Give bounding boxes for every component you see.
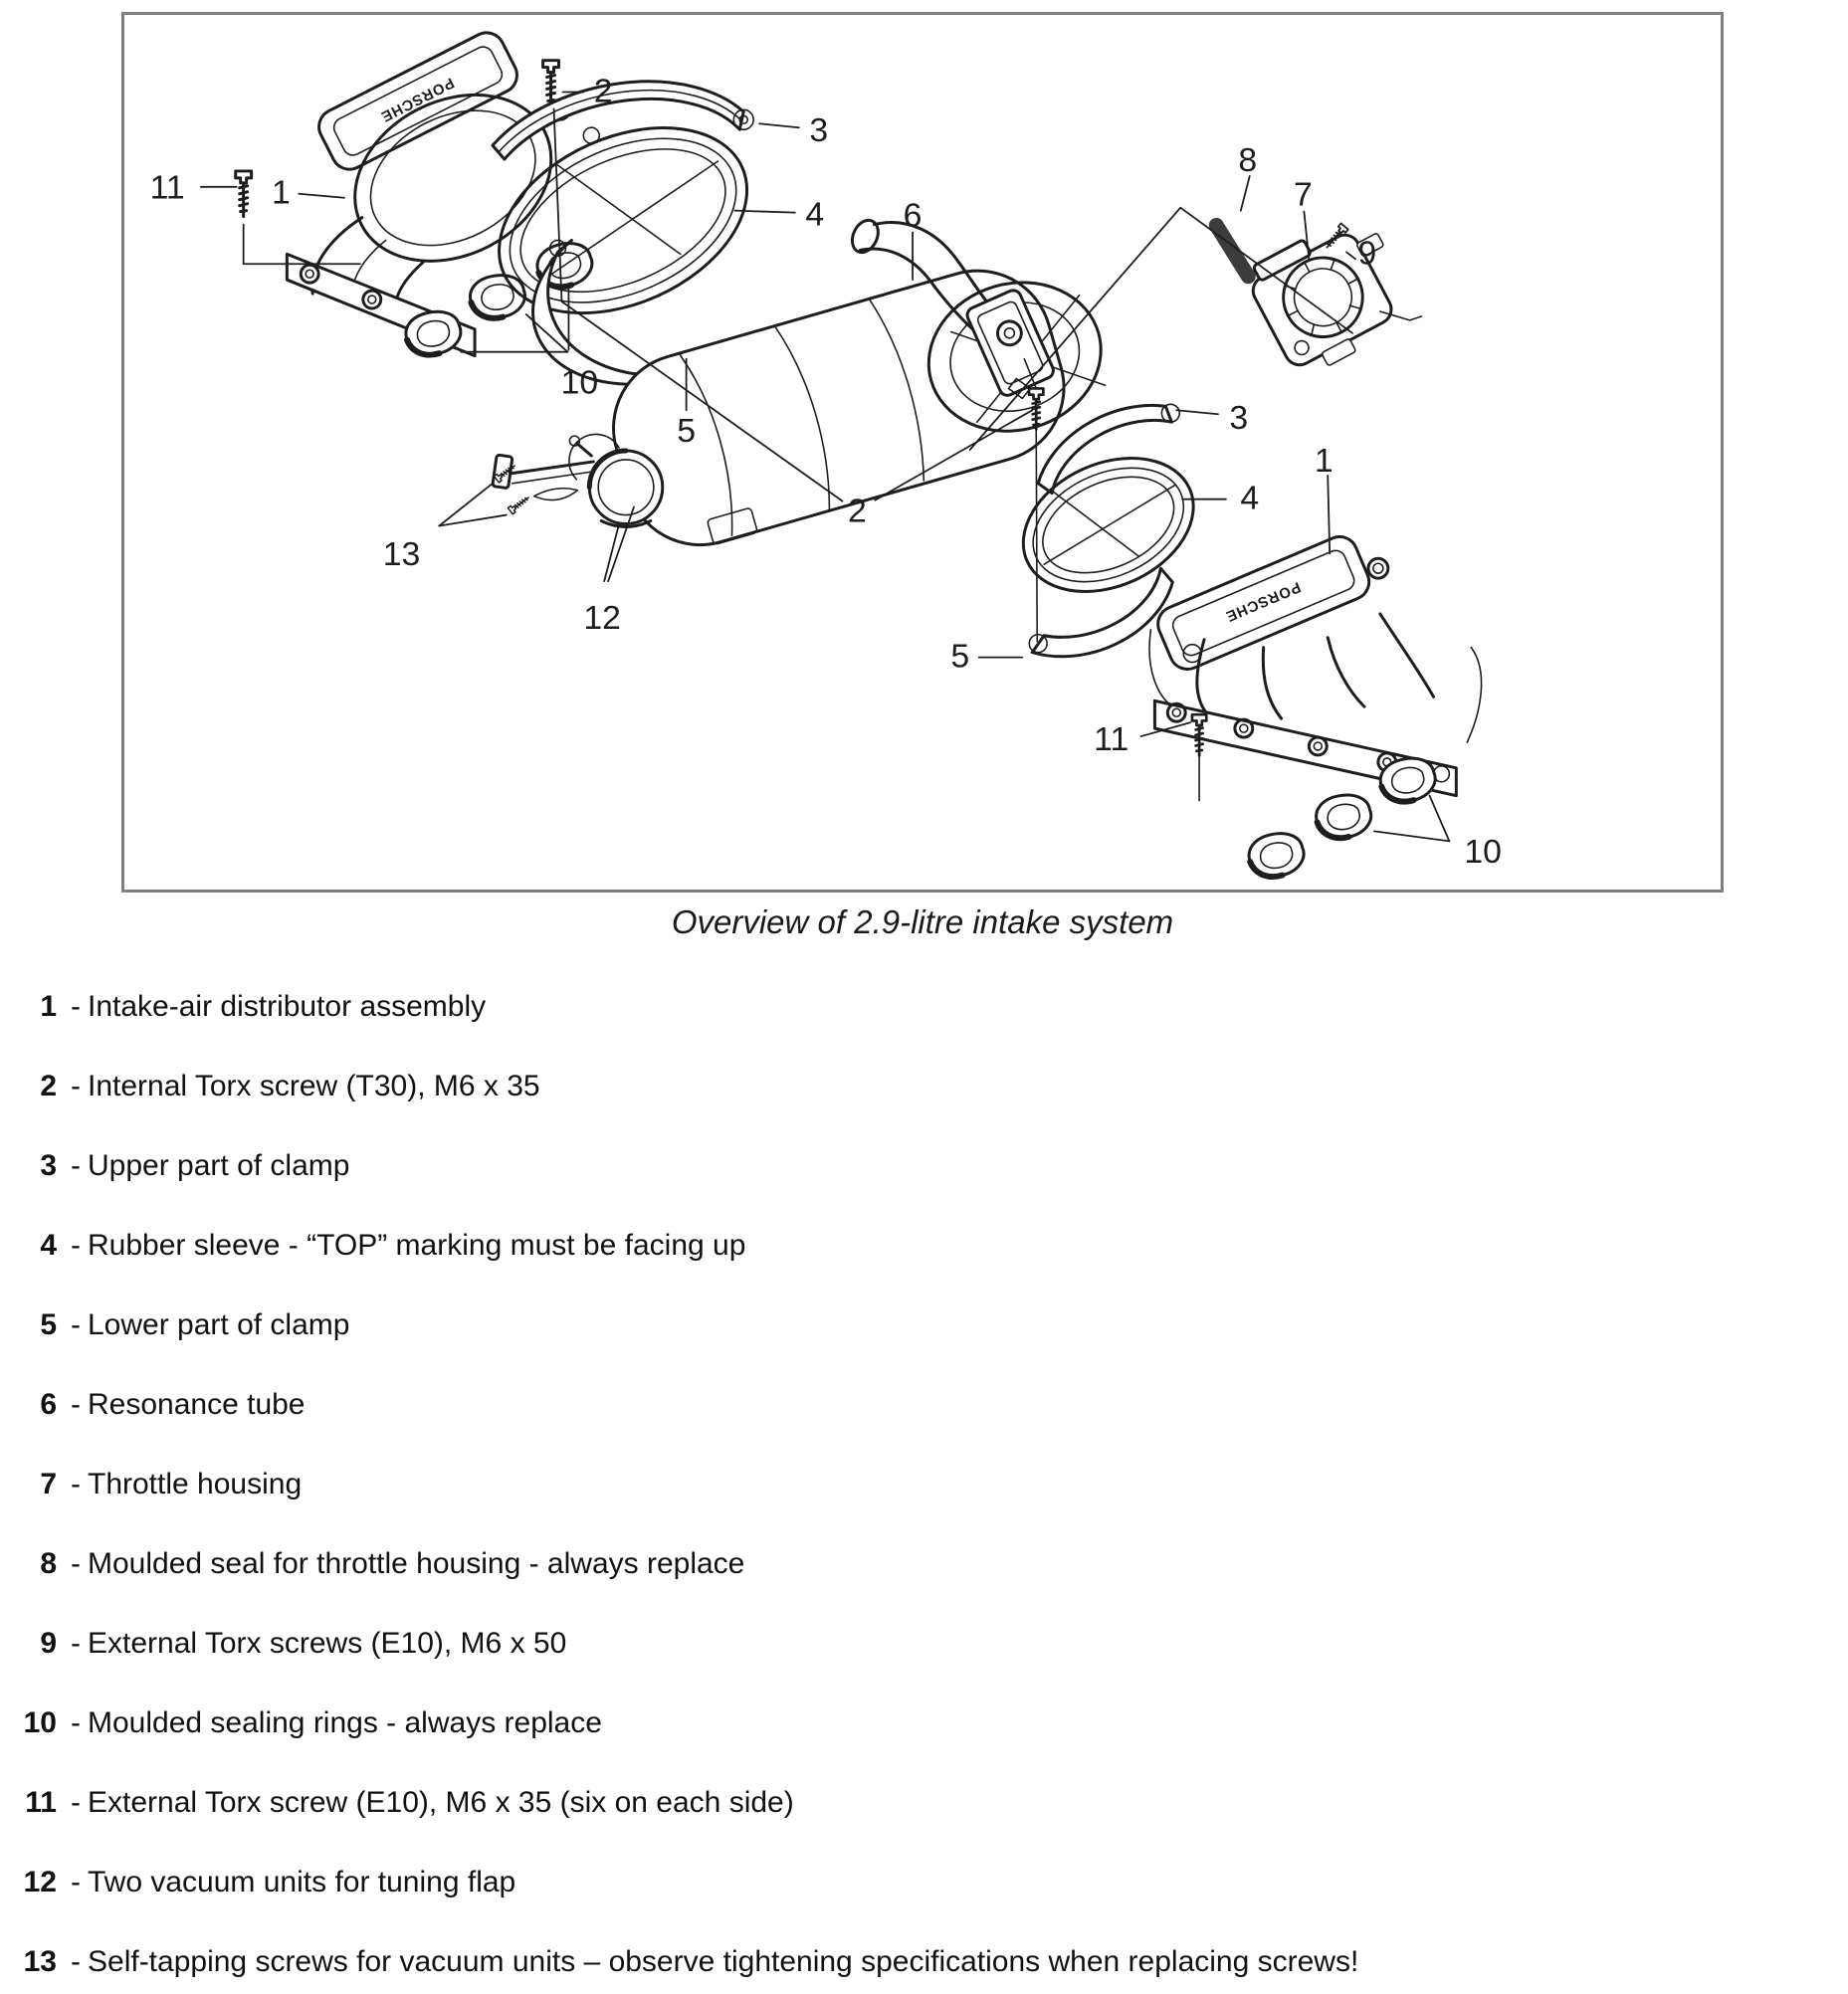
exploded-diagram — [124, 15, 1721, 890]
part-description: Lower part of clamp — [88, 1308, 350, 1341]
diagram-frame — [121, 12, 1724, 893]
part-description: Throttle housing — [88, 1468, 303, 1500]
part-description: Upper part of clamp — [88, 1149, 350, 1182]
callout-3-top: 3 — [809, 111, 829, 150]
part-description: External Torx screws (E10), M6 x 50 — [88, 1627, 567, 1660]
lower-clamp-right — [1029, 568, 1172, 657]
brand-plaque-right: PORSCHE — [1222, 578, 1304, 625]
sealing-rings-right — [1247, 756, 1437, 880]
rubber-sleeve-right — [1002, 433, 1214, 617]
part-number: 2 — [40, 1070, 57, 1102]
callout-11-left: 11 — [149, 168, 185, 207]
dash-separator: - — [71, 1786, 81, 1819]
callout-5-right: 5 — [950, 637, 970, 676]
callout-11-right: 11 — [1094, 719, 1129, 758]
parts-list-item — [0, 1786, 1848, 1830]
callout-6: 6 — [903, 196, 923, 235]
part-number: 10 — [23, 1706, 57, 1739]
part-description: Resonance tube — [88, 1388, 306, 1421]
parts-list-item — [0, 1468, 1848, 1511]
part-number: 4 — [40, 1229, 57, 1262]
torx-screw-11-left — [236, 171, 252, 217]
dash-separator: - — [71, 1468, 81, 1500]
part-number: 11 — [25, 1786, 57, 1819]
dash-separator: - — [71, 1149, 81, 1182]
callout-10-right: 10 — [1464, 833, 1502, 872]
brand-plaque-left: PORSCHE — [377, 74, 457, 125]
dash-separator: - — [71, 990, 81, 1023]
callout-4-top: 4 — [805, 195, 825, 234]
callout-10-left: 10 — [560, 363, 599, 402]
part-description: Self-tapping screws for vacuum units – observe tightening specifications when replacing screws! — [88, 1945, 1359, 1978]
part-description: Two vacuum units for tuning flap — [88, 1866, 516, 1898]
callout-2-top: 2 — [593, 72, 613, 110]
callout-1-right: 1 — [1314, 441, 1334, 480]
callout-9: 9 — [1357, 234, 1377, 273]
part-description: Intake-air distributor assembly — [88, 990, 487, 1023]
upper-clamp-top — [493, 82, 753, 159]
part-number: 6 — [40, 1388, 57, 1421]
parts-list-item — [0, 1866, 1848, 1909]
parts-list-item — [0, 1229, 1848, 1273]
throttle-housing — [1241, 207, 1421, 381]
part-number: 9 — [40, 1627, 57, 1660]
part-number: 5 — [40, 1308, 57, 1341]
part-number: 8 — [40, 1547, 57, 1580]
dash-separator: - — [71, 1627, 81, 1660]
dash-separator: - — [71, 1706, 81, 1739]
part-number: 7 — [40, 1468, 57, 1500]
parts-list-item — [0, 1149, 1848, 1193]
dash-separator: - — [71, 1547, 81, 1580]
figure-caption: Overview of 2.9-litre intake system — [671, 903, 1174, 940]
part-number: 1 — [40, 990, 57, 1023]
parts-list-item — [0, 990, 1848, 1034]
self-tapping-screw — [508, 495, 530, 514]
callout-8: 8 — [1238, 140, 1258, 179]
parts-list-item — [0, 1388, 1848, 1432]
part-number: 3 — [40, 1149, 57, 1182]
dash-separator: - — [71, 1945, 81, 1978]
part-description: Rubber sleeve - “TOP” marking must be facing up — [88, 1229, 746, 1262]
callout-5-left: 5 — [677, 412, 697, 451]
callout-3-right: 3 — [1229, 399, 1249, 438]
parts-list-item — [0, 1706, 1848, 1750]
callout-12: 12 — [583, 598, 621, 637]
part-description: Moulded seal for throttle housing - always replace — [88, 1547, 745, 1580]
dash-separator: - — [71, 1388, 81, 1421]
parts-list-item — [0, 1945, 1848, 1989]
callout-1-left: 1 — [272, 173, 291, 212]
part-description: External Torx screw (E10), M6 x 35 (six on each side) — [88, 1786, 794, 1819]
parts-list-item — [0, 1308, 1848, 1352]
callout-2-center: 2 — [848, 492, 867, 530]
dash-separator: - — [71, 1070, 81, 1102]
part-description: Internal Torx screw (T30), M6 x 35 — [88, 1070, 540, 1102]
dash-separator: - — [71, 1308, 81, 1341]
part-number: 12 — [23, 1866, 57, 1898]
parts-list-item — [0, 1070, 1848, 1113]
moulded-seal — [1206, 215, 1259, 287]
part-number: 13 — [23, 1945, 57, 1978]
parts-list-item — [0, 1547, 1848, 1591]
part-description: Moulded sealing rings - always replace — [88, 1706, 602, 1739]
dash-separator: - — [71, 1229, 81, 1262]
callout-13: 13 — [382, 535, 421, 574]
callout-7: 7 — [1293, 175, 1313, 214]
parts-list-item — [0, 1627, 1848, 1671]
callout-4-right: 4 — [1240, 479, 1260, 517]
dash-separator: - — [71, 1866, 81, 1898]
